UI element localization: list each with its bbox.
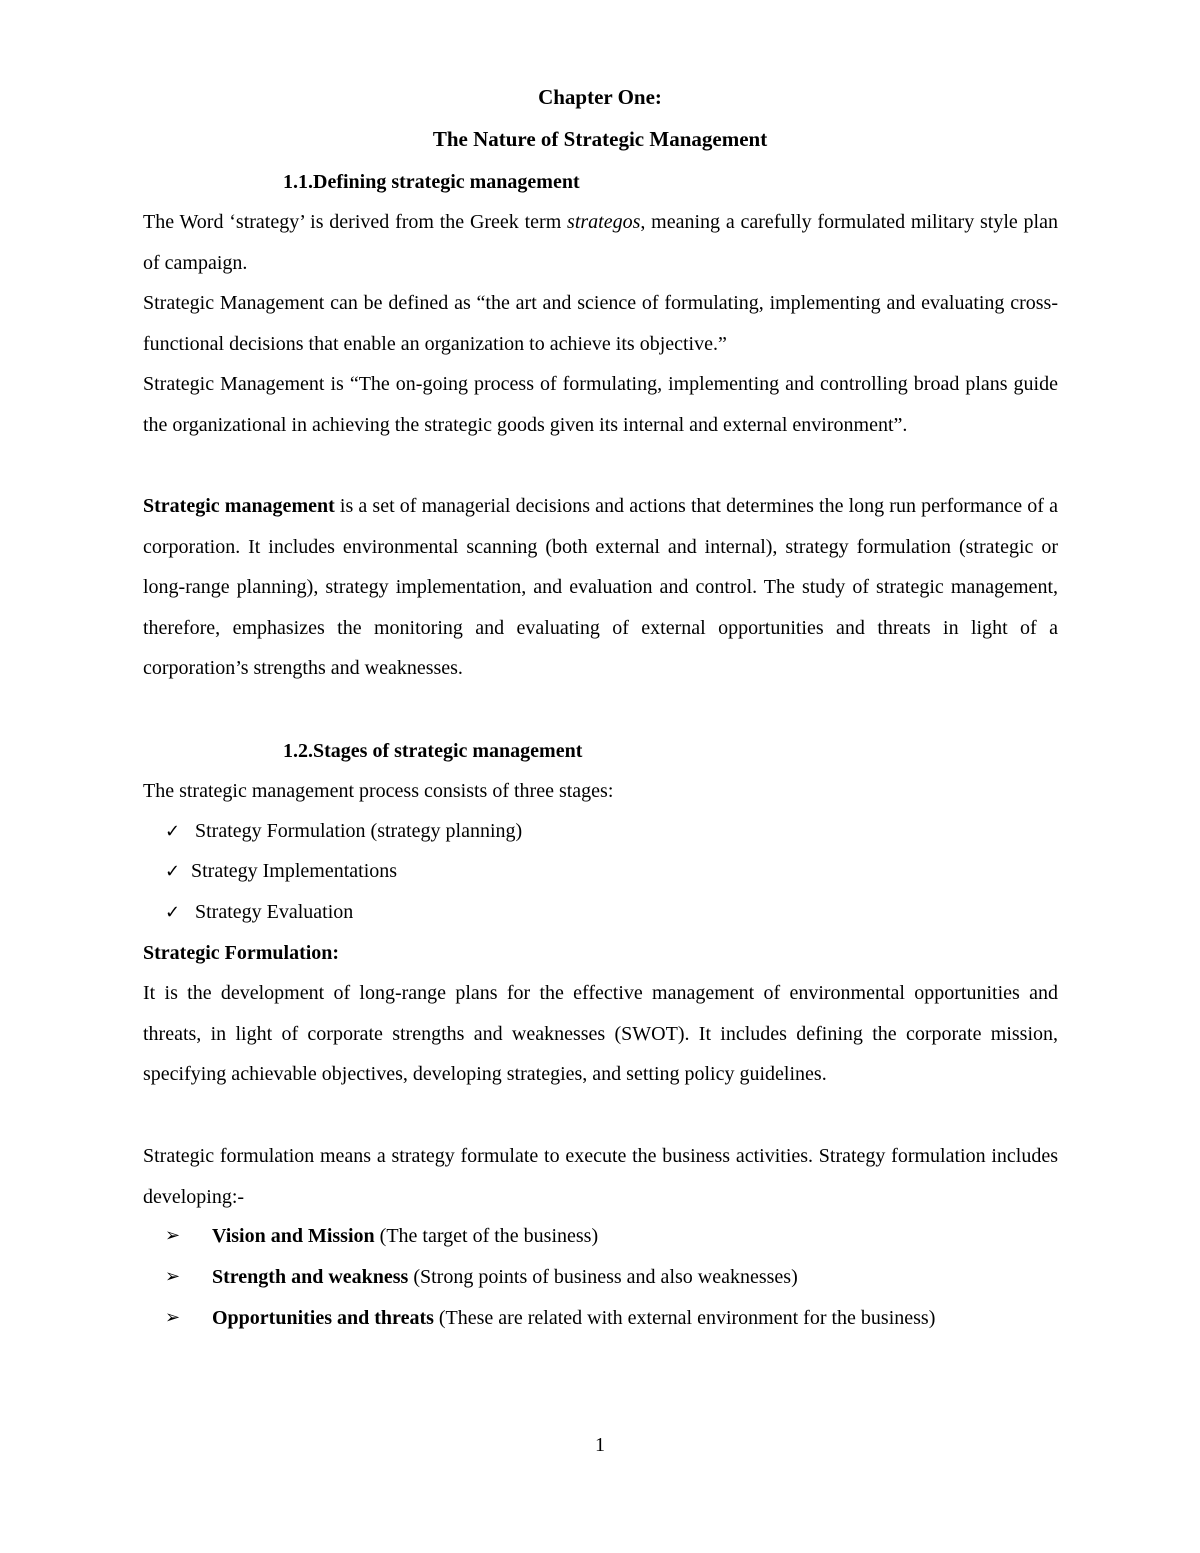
bold-term: Strength and weakness [212, 1266, 409, 1288]
list-item-text: (These are related with external environment for the business) [433, 1307, 936, 1329]
list-item [165, 858, 397, 885]
list-item [165, 1257, 1058, 1298]
bold-term: Vision and Mission [212, 1225, 375, 1247]
list-item-text: (The target of the business) [374, 1225, 599, 1247]
list-item [165, 1216, 1058, 1257]
list-item [165, 899, 353, 926]
arrowhead-bullet-icon: ➢ [165, 1307, 181, 1328]
arrowhead-bullet-icon: ➢ [165, 1266, 181, 1287]
chapter-label: Chapter One: [538, 85, 662, 109]
chapter-title: The Nature of Strategic Management [432, 127, 768, 151]
section-heading-defining: 1.1.Defining strategic management [283, 171, 580, 193]
bold-term: Strategic management [143, 495, 335, 517]
list-item-text: (Strong points of business and also weaknesses) [408, 1266, 798, 1288]
page-number: 1 [595, 1434, 605, 1456]
greek-term: strategos [567, 211, 641, 233]
paragraph-formulation-2: Strategic formulation means a strategy formulate to execute the business activities. Strategy formulation includes developing:- [143, 1145, 1058, 1208]
list-item-text: Strategy Evaluation [195, 901, 354, 923]
paragraph-definition-3 [143, 486, 1058, 689]
paragraph-definition-1: Strategic Management can be defined as “the art and science of formulating, implementing and evaluating cross-functional decisions that enable an organization to achieve its objective.” [143, 292, 1058, 355]
list-item-text: Strategy Implementations [191, 860, 398, 882]
section-heading-stages: 1.2.Stages of strategic management [283, 740, 583, 762]
formulation-heading: Strategic Formulation: [143, 942, 340, 964]
list-item-text: Strategy Formulation (strategy planning) [195, 820, 523, 842]
paragraph-text: , meaning a carefully formulated military style plan of campaign. [143, 211, 1058, 274]
paragraph-definition-2: Strategic Management is “The on-going process of formulating, implementing and controlling broad plans guide the organizational in achieving the strategic goods given its internal and external environment”. [143, 373, 1058, 436]
list-item [165, 1298, 1058, 1339]
paragraph-text: The Word ‘strategy’ is derived from the Greek term [143, 211, 568, 233]
check-icon: ✓ [165, 902, 181, 923]
stages-intro: The strategic management process consists of three stages: [143, 780, 614, 802]
paragraph-text: is a set of managerial decisions and actions that determines the long run performance of a corporation. It includes environmental scanning (both external and internal), strategy formulation (strategic or long-range planning), strategy implementation, and evaluation and control. The study of strategic management, therefore, emphasizes the monitoring and evaluating of external opportunities and threats in light of a corporation’s strengths and weaknesses. [143, 495, 1058, 680]
check-icon: ✓ [165, 861, 181, 882]
bold-term: Opportunities and threats [212, 1307, 434, 1329]
paragraph-formulation-1: It is the development of long-range plans for the effective management of environmental opportunities and threats, in light of corporate strengths and weaknesses (SWOT). It includes defining the corporate mission, specifying achievable objectives, developing strategies, and setting policy guidelines. [143, 982, 1058, 1086]
arrowhead-bullet-icon: ➢ [165, 1225, 181, 1246]
list-item [165, 818, 522, 845]
paragraph-strategy-origin [143, 202, 1058, 283]
check-icon: ✓ [165, 821, 181, 842]
